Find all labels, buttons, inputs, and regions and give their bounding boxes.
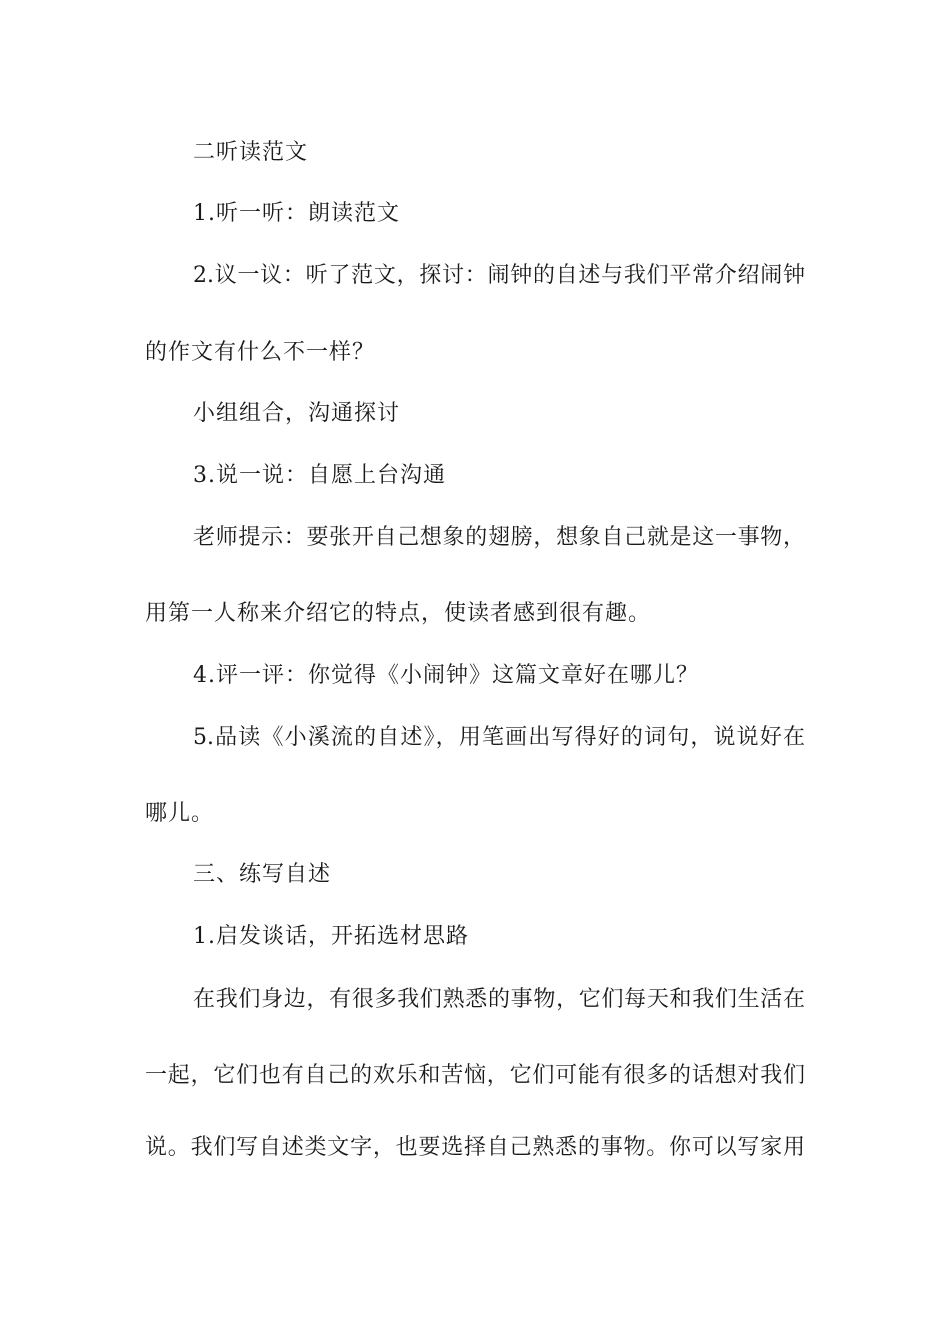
paragraph-line: 3.说一说：自愿上台沟通 — [193, 463, 446, 488]
paragraph-line: 的作文有什么不一样？ — [145, 340, 376, 365]
paragraph-line: 小组组合，沟通探讨 — [193, 401, 401, 426]
paragraph-line: 一起，它们也有自己的欢乐和苦恼，它们可能有很多的话想对我们 — [145, 1063, 805, 1088]
paragraph-line: 2.议一议：听了范文，探讨：闹钟的自述与我们平常介绍闹钟 — [193, 263, 805, 288]
paragraph-line: 4.评一评：你觉得《小闹钟》这篇文章好在哪儿？ — [193, 663, 699, 688]
paragraph-line: 哪儿。 — [145, 801, 215, 826]
paragraph-line: 1.听一听：朗读范文 — [193, 201, 400, 226]
paragraph-line: 在我们身边，有很多我们熟悉的事物，它们每天和我们生活在 — [193, 987, 805, 1012]
paragraph-line: 5.品读《小溪流的自述》，用笔画出写得好的词句，说说好在 — [193, 725, 805, 750]
paragraph-line: 老师提示：要张开自己想象的翅膀，想象自己就是这一事物， — [193, 525, 805, 550]
paragraph-line: 说。我们写自述类文字，也要选择自己熟悉的事物。你可以写家用 — [145, 1135, 805, 1160]
section-heading-practice: 三、练写自述 — [193, 862, 332, 887]
paragraph-line: 用第一人称来介绍它的特点，使读者感到很有趣。 — [145, 601, 652, 626]
paragraph-line: 1.启发谈话，开拓选材思路 — [193, 924, 469, 949]
section-heading-listen: 二听读范文 — [193, 140, 309, 165]
